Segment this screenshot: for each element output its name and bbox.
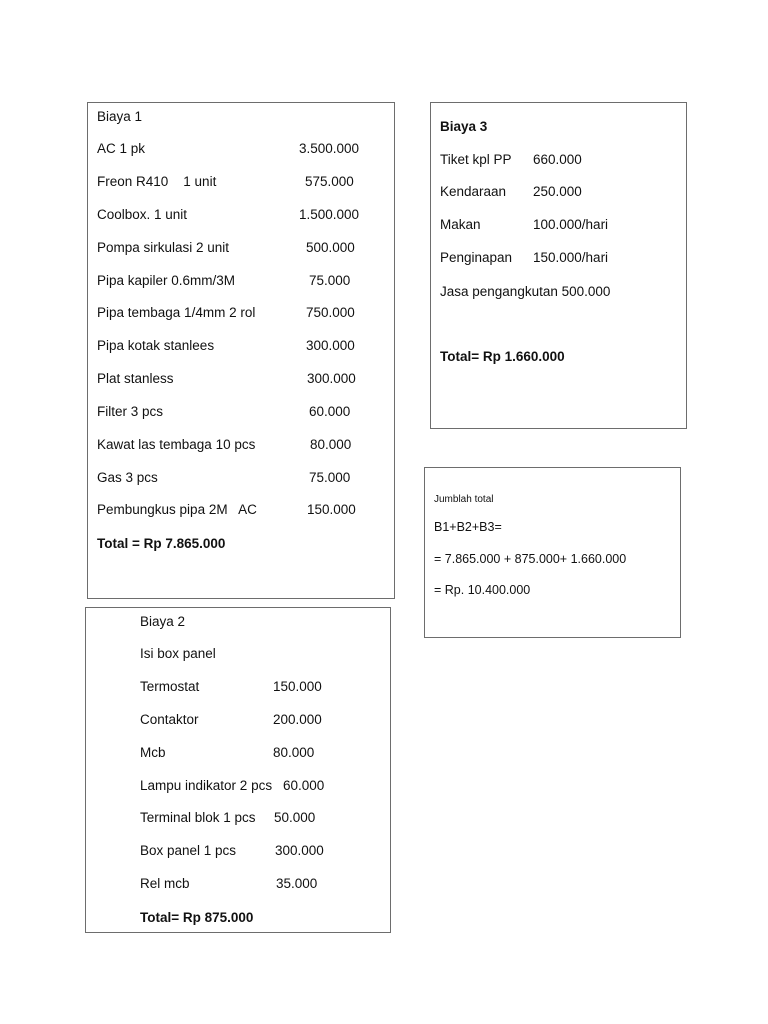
biaya-1-total: Total = Rp 7.865.000 [97, 536, 226, 551]
biaya-3-box [430, 102, 687, 429]
biaya-2-item-value: 50.000 [274, 810, 316, 825]
biaya-1-item-name: AC 1 pk [97, 141, 146, 156]
biaya-2-item-name: Rel mcb [140, 876, 190, 891]
biaya-3-jasa: Jasa pengangkutan 500.000 [440, 284, 611, 299]
biaya-1-item-value: 60.000 [309, 404, 351, 419]
biaya-1-item-name: Kawat las tembaga 10 pcs [97, 437, 256, 452]
biaya-3-title: Biaya 3 [440, 119, 488, 134]
jumlah-result: = Rp. 10.400.000 [434, 583, 531, 597]
jumlah-total-box [424, 467, 681, 638]
biaya-3-item-name: Penginapan [440, 250, 513, 265]
biaya-2-item-name: Lampu indikator 2 pcs [140, 778, 273, 793]
biaya-1-item-name: Pompa sirkulasi 2 unit [97, 240, 230, 255]
biaya-1-item-value: 575.000 [305, 174, 354, 189]
biaya-2-item-value: 35.000 [276, 876, 318, 891]
biaya-3-item-name: Tiket kpl PP [440, 152, 512, 167]
biaya-1-box [87, 102, 395, 599]
jumlah-sum: = 7.865.000 + 875.000+ 1.660.000 [434, 552, 627, 566]
biaya-1-item-value: 300.000 [307, 371, 356, 386]
biaya-1-item-value: 300.000 [306, 338, 355, 353]
biaya-1-title: Biaya 1 [97, 109, 143, 124]
biaya-1-item-name: Filter 3 pcs [97, 404, 164, 419]
jumlah-formula: B1+B2+B3= [434, 520, 502, 534]
biaya-1-item-name: Pembungkus pipa 2M AC [97, 502, 257, 517]
biaya-2-item-name: Contaktor [140, 712, 199, 727]
biaya-3-item-value: 150.000/hari [533, 250, 609, 265]
biaya-1-item-name: Coolbox. 1 unit [97, 207, 188, 222]
biaya-3-item-value: 250.000 [533, 184, 582, 199]
biaya-2-subtitle: Isi box panel [140, 646, 216, 661]
biaya-2-item-name: Box panel 1 pcs [140, 843, 237, 858]
biaya-1-item-value: 80.000 [310, 437, 352, 452]
biaya-2-item-value: 200.000 [273, 712, 322, 727]
biaya-1-item-value: 500.000 [306, 240, 355, 255]
biaya-3-total: Total= Rp 1.660.000 [440, 349, 565, 364]
biaya-1-item-value: 150.000 [307, 502, 356, 517]
biaya-1-item-value: 1.500.000 [299, 207, 360, 222]
biaya-2-total: Total= Rp 875.000 [140, 910, 254, 925]
biaya-1-item-name: Pipa tembaga 1/4mm 2 rol [97, 305, 256, 320]
biaya-3-item-value: 660.000 [533, 152, 582, 167]
biaya-1-item-value: 75.000 [309, 470, 351, 485]
biaya-2-item-value: 150.000 [273, 679, 322, 694]
biaya-2-title: Biaya 2 [140, 614, 186, 629]
biaya-2-box [85, 607, 391, 933]
biaya-2-item-name: Termostat [140, 679, 200, 694]
biaya-1-item-value: 3.500.000 [299, 141, 360, 156]
biaya-3-item-name: Makan [440, 217, 481, 232]
biaya-1-item-name: Gas 3 pcs [97, 470, 158, 485]
biaya-2-item-value: 80.000 [273, 745, 315, 760]
biaya-2-item-value: 300.000 [275, 843, 324, 858]
biaya-2-item-name: Mcb [140, 745, 166, 760]
biaya-1-item-name: Freon R410 1 unit [97, 174, 217, 189]
biaya-1-item-name: Plat stanless [97, 371, 174, 386]
biaya-1-item-value: 750.000 [306, 305, 355, 320]
biaya-3-item-value: 100.000/hari [533, 217, 609, 232]
biaya-1-item-value: 75.000 [309, 273, 351, 288]
jumlah-total-title: Jumblah total [434, 494, 494, 505]
biaya-2-item-name: Terminal blok 1 pcs [140, 810, 256, 825]
biaya-1-item-name: Pipa kotak stanlees [97, 338, 215, 353]
biaya-1-item-name: Pipa kapiler 0.6mm/3M [97, 273, 236, 288]
biaya-2-item-value: 60.000 [283, 778, 325, 793]
biaya-3-item-name: Kendaraan [440, 184, 507, 199]
